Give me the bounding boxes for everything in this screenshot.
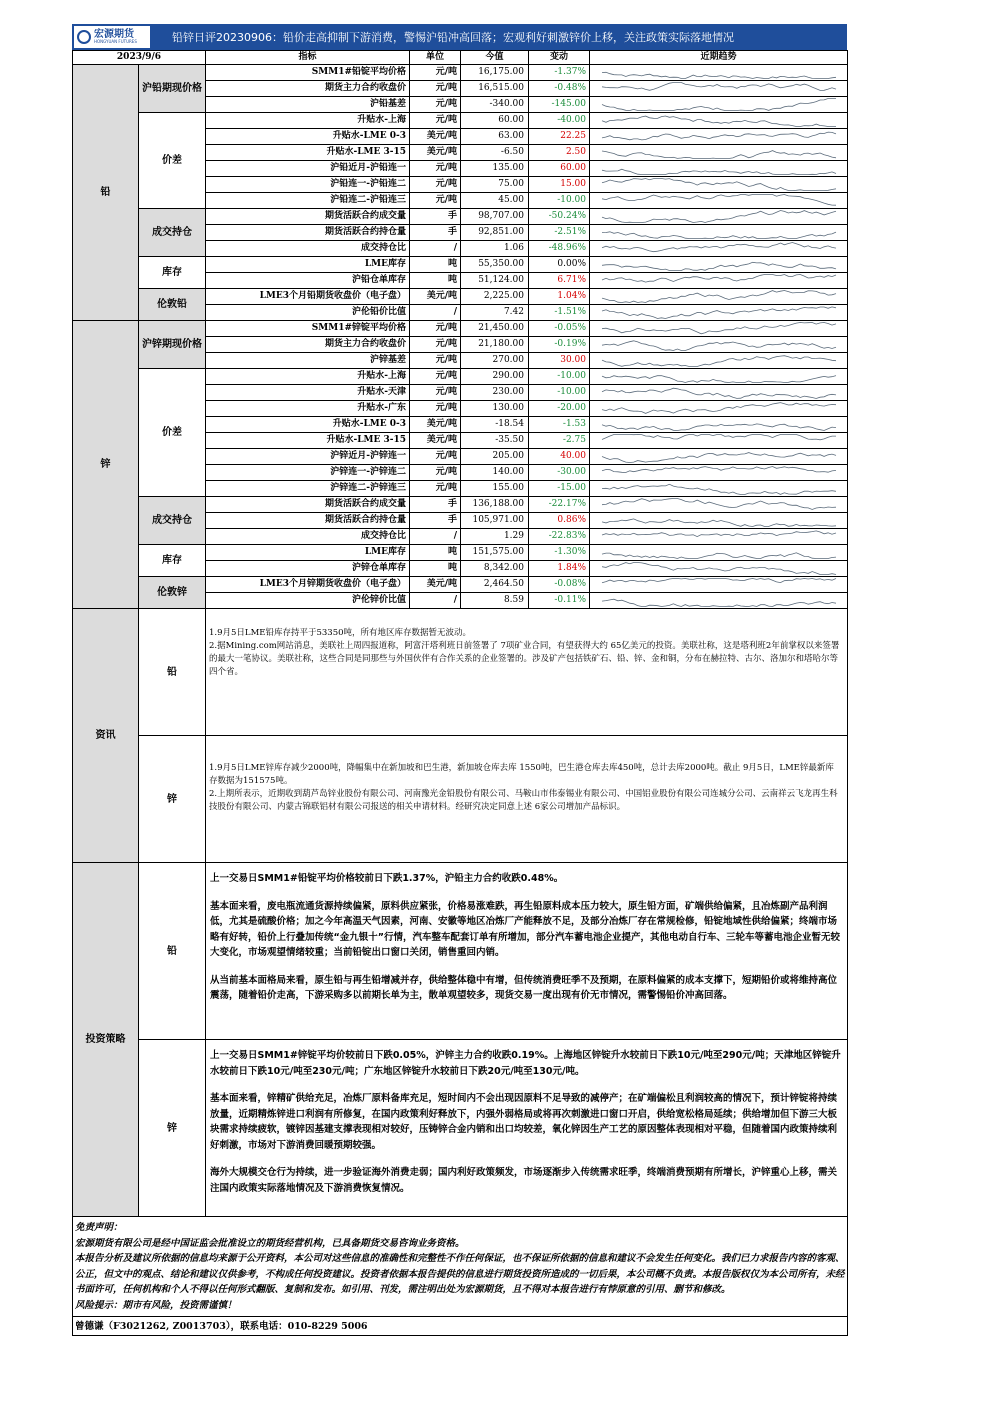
value-cell: 16,175.00 — [461, 65, 529, 81]
indicator-name: 沪锌连二-沪锌连三 — [206, 481, 410, 497]
indicator-name: 升贴水-天津 — [206, 385, 410, 401]
value-cell: 105,971.00 — [461, 513, 529, 529]
indicator-name: 成交持仓比 — [206, 529, 410, 545]
table-row — [73, 209, 848, 225]
value-cell: 270.00 — [461, 353, 529, 369]
sparkline-svg — [590, 449, 848, 464]
indicator-name: 沪铅基差 — [206, 97, 410, 113]
strategy-zinc-paragraph: 海外大规模交仓行为持续，进一步验证海外消费走弱；国内利好政策频发，市场逐渐步入传统需求旺季，终端消费预期有所增长，沪锌重心上移，需关注国内政策实际落地情况及下游消费恢复情况。 — [210, 1167, 838, 1194]
value-cell: 130.00 — [461, 401, 529, 417]
disclaimer-row — [73, 1217, 848, 1317]
indicator-name: 期货主力合约收盘价 — [206, 337, 410, 353]
indicator-name: 沪锌近月-沪锌连一 — [206, 449, 410, 465]
sparkline-svg — [590, 161, 848, 176]
change-cell: 60.00 — [529, 161, 590, 177]
value-cell: 51,124.00 — [461, 273, 529, 289]
trend-sparkline — [590, 65, 848, 81]
section-label: 成交持仓 — [139, 209, 206, 257]
indicator-name: 沪锌仓单库存 — [206, 561, 410, 577]
info-lead-label: 铅 — [139, 609, 206, 736]
trend-sparkline — [590, 577, 848, 593]
sparkline-svg — [590, 401, 848, 416]
value-cell: -35.50 — [461, 433, 529, 449]
disclaimer-line: 本报告分析及建议所依据的信息均来源于公开资料，本公司对这些信息的准确性和完整性不作任何保证，也不保证所依据的信息和建议不会发生任何变化。我们已力求报告内容的客观、公正，但文中的观点、结论和建议仅供参考，不构成任何投资建议。投资者依据本报告提供的信息进行期货投资所造成的一切后果，本公司概不负责。本报告版权仅为本公司所有，未经书面许可，任何机构和个人不得以任何形式翻版、复制和发布。如引用、刊发，需注明出处为宏源期货，且不得对本报告进行有悖原意的引用、删节和修改。 — [75, 1253, 845, 1295]
unit-cell: 吨 — [410, 561, 461, 577]
zinc-section — [73, 321, 848, 609]
table-row — [73, 545, 848, 561]
value-cell: 7.42 — [461, 305, 529, 321]
value-cell: 55,350.00 — [461, 257, 529, 273]
indicator-name: LME库存 — [206, 545, 410, 561]
change-cell: -10.00 — [529, 369, 590, 385]
info-lead-text — [206, 609, 848, 736]
trend-sparkline — [590, 401, 848, 417]
strategy-lead-paragraph: 从当前基本面格局来看，原生铅与再生铅增减并存，供给整体稳中有增，但传统消费旺季不及预期，在原料偏紧的成本支撑下，短期铅价或将维持高位震荡，随着铅价走高，下游采购多以前期长单为主，散单观望较多，现货交易一度出现有价无市情况，需警惕铅价冲高回落。 — [210, 974, 838, 1001]
value-cell: 63.00 — [461, 129, 529, 145]
change-cell: 1.84% — [529, 561, 590, 577]
trend-sparkline — [590, 81, 848, 97]
unit-cell: 元/吨 — [410, 81, 461, 97]
indicator-name: 升贴水-广东 — [206, 401, 410, 417]
section-label: 伦敦铅 — [139, 289, 206, 321]
value-cell: 16,515.00 — [461, 81, 529, 97]
sparkline-svg — [590, 113, 848, 128]
sparkline-svg — [590, 433, 848, 448]
change-cell: -40.00 — [529, 113, 590, 129]
sparkline-svg — [590, 65, 848, 80]
section-label: 沪锌期现价格 — [139, 321, 206, 369]
value-cell: 1.06 — [461, 241, 529, 257]
value-cell: 151,575.00 — [461, 545, 529, 561]
unit-cell: 美元/吨 — [410, 433, 461, 449]
sparkline-svg — [590, 177, 848, 192]
change-cell: -0.48% — [529, 81, 590, 97]
logo-english: HONGYUAN FUTURES — [94, 39, 137, 44]
indicator-name: SMM1#铅锭平均价格 — [206, 65, 410, 81]
unit-cell: 元/吨 — [410, 193, 461, 209]
sparkline-svg — [590, 129, 848, 144]
change-cell: -22.83% — [529, 529, 590, 545]
change-cell: -0.19% — [529, 337, 590, 353]
indicator-name: 沪锌基差 — [206, 353, 410, 369]
disclaimer-line: 宏源期货有限公司是经中国证监会批准设立的期货经营机构，已具备期货交易咨询业务资格。 — [75, 1237, 465, 1249]
sparkline-svg — [590, 417, 848, 432]
unit-cell: 元/吨 — [410, 337, 461, 353]
indicator-name: 成交持仓比 — [206, 241, 410, 257]
strategy-zinc-text — [206, 1040, 848, 1217]
change-cell: 30.00 — [529, 353, 590, 369]
sparkline-svg — [590, 321, 848, 336]
indicator-name: 沪铅连一-沪铅连二 — [206, 177, 410, 193]
indicator-name: 期货活跃合约持仓量 — [206, 513, 410, 529]
unit-cell: 美元/吨 — [410, 577, 461, 593]
table-header-row — [73, 51, 848, 65]
disclaimer-section — [73, 1217, 848, 1336]
change-cell: 2.50 — [529, 145, 590, 161]
trend-sparkline — [590, 513, 848, 529]
value-cell: 290.00 — [461, 369, 529, 385]
change-cell: 15.00 — [529, 177, 590, 193]
contact-row — [73, 1317, 848, 1336]
strategy-section — [73, 863, 848, 1217]
section-label: 成交持仓 — [139, 497, 206, 545]
logo-name: 宏源期货 — [94, 29, 134, 40]
indicator-header: 指标 — [206, 51, 410, 65]
indicator-name: 沪伦锌价比值 — [206, 593, 410, 609]
trend-sparkline — [590, 353, 848, 369]
sparkline-svg — [590, 289, 848, 304]
trend-header: 近期趋势 — [590, 51, 848, 65]
change-cell: -1.30% — [529, 545, 590, 561]
sparkline-svg — [590, 513, 848, 528]
company-logo — [74, 26, 150, 48]
trend-sparkline — [590, 241, 848, 257]
sparkline-svg — [590, 497, 848, 512]
disclaimer-risk: 风险提示：期市有风险，投资需谨慎！ — [75, 1299, 237, 1311]
info-lead-paragraph: 1.9月5日LME铅库存持平于53350吨，所有地区库存数据暂无波动。 — [209, 628, 472, 638]
trend-sparkline — [590, 321, 848, 337]
value-cell: 2,464.50 — [461, 577, 529, 593]
sparkline-svg — [590, 209, 848, 224]
change-cell: -0.08% — [529, 577, 590, 593]
disclaimer-title: 免责声明： — [75, 1222, 123, 1233]
unit-cell: / — [410, 593, 461, 609]
indicator-name: 期货活跃合约成交量 — [206, 497, 410, 513]
trend-sparkline — [590, 545, 848, 561]
unit-cell: 元/吨 — [410, 385, 461, 401]
table-row — [73, 369, 848, 385]
trend-sparkline — [590, 193, 848, 209]
trend-sparkline — [590, 161, 848, 177]
indicator-name: 升贴水-上海 — [206, 369, 410, 385]
report-header — [72, 24, 847, 50]
trend-sparkline — [590, 97, 848, 113]
change-cell: -0.05% — [529, 321, 590, 337]
unit-cell: 元/吨 — [410, 177, 461, 193]
trend-sparkline — [590, 369, 848, 385]
indicator-name: 沪伦铅价比值 — [206, 305, 410, 321]
sparkline-svg — [590, 257, 848, 272]
unit-cell: 元/吨 — [410, 401, 461, 417]
strategy-lead-row — [73, 863, 848, 1040]
value-cell: 135.00 — [461, 161, 529, 177]
indicator-name: LME库存 — [206, 257, 410, 273]
change-cell: -1.51% — [529, 305, 590, 321]
value-cell: 8.59 — [461, 593, 529, 609]
unit-cell: 手 — [410, 225, 461, 241]
trend-sparkline — [590, 145, 848, 161]
value-header: 今值 — [461, 51, 529, 65]
indicator-name: LME3个月铅期货收盘价（电子盘） — [206, 289, 410, 305]
strategy-zinc-paragraph: 基本面来看，锌精矿供给充足，冶炼厂原料备库充足，短时间内不会出现因原料不足导致的减停产；在矿端偏松且利润较高的情况下，预计锌锭将持续放量，近期精炼锌进口利润有所修复，在国内政策利好释放下，内强外弱格局或将再次刺激进口窗口开启，供给宽松格局延续；供给增加但下游三大板块需求持续疲软，镀锌因基建支撑表现相对较好，压铸锌合金内销和出口均较差，氧化锌因生产工艺的原因整体表现相对平稳，但随着国内政策持续利好刺激，市场对下游消费回暖预期较强。 — [210, 1093, 838, 1151]
trend-sparkline — [590, 449, 848, 465]
date-cell: 2023/9/6 — [73, 51, 206, 65]
unit-cell: / — [410, 305, 461, 321]
section-label: 沪铅期现价格 — [139, 65, 206, 113]
sparkline-svg — [590, 305, 848, 320]
info-section — [73, 609, 848, 863]
section-label: 价差 — [139, 113, 206, 209]
sparkline-svg — [590, 353, 848, 368]
indicator-name: 期货活跃合约成交量 — [206, 209, 410, 225]
trend-sparkline — [590, 385, 848, 401]
unit-cell: / — [410, 529, 461, 545]
change-cell: -48.96% — [529, 241, 590, 257]
info-label: 资讯 — [73, 609, 139, 863]
strategy-label: 投资策略 — [73, 863, 139, 1217]
unit-cell: 手 — [410, 513, 461, 529]
indicator-name: 升贴水-LME 0-3 — [206, 417, 410, 433]
indicator-name: 沪锌连一-沪锌连二 — [206, 465, 410, 481]
trend-sparkline — [590, 561, 848, 577]
strategy-zinc-label: 锌 — [139, 1040, 206, 1217]
trend-sparkline — [590, 113, 848, 129]
value-cell: 98,707.00 — [461, 209, 529, 225]
info-zinc-row — [73, 736, 848, 863]
trend-sparkline — [590, 337, 848, 353]
indicator-name: 期货主力合约收盘价 — [206, 81, 410, 97]
change-cell: -0.11% — [529, 593, 590, 609]
sparkline-svg — [590, 145, 848, 160]
unit-cell: 元/吨 — [410, 65, 461, 81]
unit-cell: 吨 — [410, 257, 461, 273]
change-cell: -145.00 — [529, 97, 590, 113]
change-cell: -1.53 — [529, 417, 590, 433]
sparkline-svg — [590, 561, 848, 576]
trend-sparkline — [590, 593, 848, 609]
change-cell: 0.86% — [529, 513, 590, 529]
unit-cell: 元/吨 — [410, 481, 461, 497]
table-row — [73, 65, 848, 81]
indicator-name: 升贴水-LME 3-15 — [206, 145, 410, 161]
strategy-zinc-row — [73, 1040, 848, 1217]
unit-cell: 元/吨 — [410, 97, 461, 113]
value-cell: 2,225.00 — [461, 289, 529, 305]
unit-cell: 元/吨 — [410, 113, 461, 129]
sparkline-svg — [590, 529, 848, 544]
strategy-lead-label: 铅 — [139, 863, 206, 1040]
trend-sparkline — [590, 417, 848, 433]
value-cell: -18.54 — [461, 417, 529, 433]
unit-cell: 美元/吨 — [410, 145, 461, 161]
info-zinc-paragraph: 1.9月5日LME锌库存减少2000吨，降幅集中在新加坡和巴生港，新加坡仓库去库 1550吨，巴生港仓库去库450吨，总计去库2000吨。截止 9月5日，LME锌最新库存数据为151575吨。 — [209, 763, 834, 786]
indicator-name: LME3个月锌期货收盘价（电子盘） — [206, 577, 410, 593]
table-row — [73, 257, 848, 273]
trend-sparkline — [590, 209, 848, 225]
trend-sparkline — [590, 433, 848, 449]
indicator-table — [72, 50, 848, 1336]
trend-sparkline — [590, 481, 848, 497]
unit-header: 单位 — [410, 51, 461, 65]
sparkline-svg — [590, 241, 848, 256]
sparkline-svg — [590, 593, 848, 608]
change-cell: -2.51% — [529, 225, 590, 241]
indicator-name: 期货活跃合约持仓量 — [206, 225, 410, 241]
strategy-lead-paragraph: 基本面来看，废电瓶流通货源持续偏紧，原料供应紧张，价格易涨难跌，再生铅原料成本压力较大，原生铅方面，矿端供给偏紧，且冶炼副产品利润低，尤其是硫酸价格；加之今年高温天气因素，河南、安徽等地区冶炼厂产能释放不足，及部分冶炼厂存在常规检修，铅锭地域性供给偏紧；终端市场略有好转，铅价上行叠加传统“金九银十”行情，汽车整车配套订单有所增加，部分汽车蓄电池企业提产，其他电动自行车、三轮车等蓄电池企业暂无较大变化，市场观望情绪较重；当前铅锭出口窗口关闭，销售重回内销。 — [210, 900, 840, 958]
indicator-name: SMM1#锌锭平均价格 — [206, 321, 410, 337]
sparkline-svg — [590, 481, 848, 496]
sparkline-svg — [590, 465, 848, 480]
section-label: 库存 — [139, 257, 206, 289]
trend-sparkline — [590, 497, 848, 513]
value-cell: -340.00 — [461, 97, 529, 113]
unit-cell: 手 — [410, 497, 461, 513]
unit-cell: 美元/吨 — [410, 417, 461, 433]
unit-cell: 元/吨 — [410, 161, 461, 177]
value-cell: 75.00 — [461, 177, 529, 193]
value-cell: 21,180.00 — [461, 337, 529, 353]
value-cell: 155.00 — [461, 481, 529, 497]
change-cell: -1.37% — [529, 65, 590, 81]
change-cell: 6.71% — [529, 273, 590, 289]
unit-cell: / — [410, 241, 461, 257]
unit-cell: 元/吨 — [410, 353, 461, 369]
change-cell: -2.75 — [529, 433, 590, 449]
value-cell: 45.00 — [461, 193, 529, 209]
sparkline-svg — [590, 225, 848, 240]
change-cell: -20.00 — [529, 401, 590, 417]
info-zinc-label: 锌 — [139, 736, 206, 863]
info-zinc-text — [206, 736, 848, 863]
table-row — [73, 321, 848, 337]
info-lead-row — [73, 609, 848, 736]
indicator-name: 升贴水-LME 0-3 — [206, 129, 410, 145]
unit-cell: 元/吨 — [410, 369, 461, 385]
change-cell: 40.00 — [529, 449, 590, 465]
analyst-contact: 曾德谦（F3021262, Z0013703），联系电话：010-8229 5006 — [73, 1317, 848, 1336]
trend-sparkline — [590, 257, 848, 273]
sparkline-svg — [590, 577, 848, 592]
lead-section — [73, 65, 848, 321]
unit-cell: 美元/吨 — [410, 129, 461, 145]
value-cell: 21,450.00 — [461, 321, 529, 337]
value-cell: 1.29 — [461, 529, 529, 545]
unit-cell: 吨 — [410, 545, 461, 561]
unit-cell: 美元/吨 — [410, 289, 461, 305]
unit-cell: 元/吨 — [410, 321, 461, 337]
unit-cell: 手 — [410, 209, 461, 225]
trend-sparkline — [590, 305, 848, 321]
sparkline-svg — [590, 273, 848, 288]
sparkline-svg — [590, 97, 848, 112]
value-cell: 92,851.00 — [461, 225, 529, 241]
trend-sparkline — [590, 177, 848, 193]
table-row — [73, 577, 848, 593]
disclaimer-block — [73, 1217, 848, 1317]
value-cell: -6.50 — [461, 145, 529, 161]
unit-cell: 元/吨 — [410, 449, 461, 465]
trend-sparkline — [590, 273, 848, 289]
indicator-name: 沪铅仓单库存 — [206, 273, 410, 289]
indicator-name: 沪铅近月-沪铅连一 — [206, 161, 410, 177]
value-cell: 230.00 — [461, 385, 529, 401]
sparkline-svg — [590, 385, 848, 400]
change-cell: 0.00% — [529, 257, 590, 273]
trend-sparkline — [590, 289, 848, 305]
strategy-zinc-paragraph: 上一交易日SMM1#锌锭平均价较前日下跌0.05%，沪锌主力合约收跌0.19%。上海地区锌锭升水较前日下跌10元/吨至290元/吨；天津地区锌锭升水较前日下跌10元/吨至230元/吨；广东地区锌锭升水较前日下跌20元/吨至130元/吨。 — [210, 1050, 841, 1077]
unit-cell: 吨 — [410, 273, 461, 289]
trend-sparkline — [590, 225, 848, 241]
sparkline-svg — [590, 545, 848, 560]
trend-sparkline — [590, 129, 848, 145]
indicator-name: 升贴水-LME 3-15 — [206, 433, 410, 449]
trend-sparkline — [590, 529, 848, 545]
section-label: 库存 — [139, 545, 206, 577]
value-cell: 140.00 — [461, 465, 529, 481]
change-cell: -50.24% — [529, 209, 590, 225]
section-label: 价差 — [139, 369, 206, 497]
change-cell: 22.25 — [529, 129, 590, 145]
value-cell: 205.00 — [461, 449, 529, 465]
commodity-label: 锌 — [73, 321, 139, 609]
value-cell: 8,342.00 — [461, 561, 529, 577]
change-cell: -10.00 — [529, 193, 590, 209]
sparkline-svg — [590, 369, 848, 384]
info-zinc-paragraph: 2.上期所表示，近期收到葫芦岛锌业股份有限公司、河南豫光金铅股份有限公司、马鞍山市伟泰锡业有限公司、中国铝业股份有限公司连城分公司、云南祥云飞龙再生科技股份有限公司、内蒙古锦联铝材有限公司报送的相关申请材料。经研究决定同意上述 6家公司增加产品标识。 — [209, 789, 838, 812]
report-sheet — [72, 24, 847, 1336]
commodity-label: 铅 — [73, 65, 139, 321]
change-cell: -10.00 — [529, 385, 590, 401]
indicator-name: 沪铅连二-沪铅连三 — [206, 193, 410, 209]
change-cell: 1.04% — [529, 289, 590, 305]
change-cell: -22.17% — [529, 497, 590, 513]
info-lead-paragraph: 2.据Mining.com网站消息，美联社上周四报道称，阿富汗塔利班日前签署了 7项矿业合同，有望获得大约 65亿美元的投资。美联社称，这是塔利班2年前掌权以来签署的最大一笔协议。美联社称，这些合同是同那些与外国伙伴有合作关系的企业签署的。涉及矿产包括铁矿石、铅、锌、金和铜，分布在赫拉特、古尔、洛加尔和塔哈尔等四个省。 — [209, 641, 840, 677]
report-title: 铅锌日评20230906：铅价走高抑制下游消费，警惕沪铅冲高回落；宏观利好刺激锌价上移，关注政策实际落地情况 — [172, 31, 734, 44]
change-header: 变动 — [529, 51, 590, 65]
change-cell: -15.00 — [529, 481, 590, 497]
trend-sparkline — [590, 465, 848, 481]
table-row — [73, 289, 848, 305]
indicator-name: 升贴水-上海 — [206, 113, 410, 129]
sparkline-svg — [590, 193, 848, 208]
value-cell: 60.00 — [461, 113, 529, 129]
strategy-lead-text — [206, 863, 848, 1040]
unit-cell: 元/吨 — [410, 465, 461, 481]
section-label: 伦敦锌 — [139, 577, 206, 609]
strategy-lead-paragraph: 上一交易日SMM1#铅锭平均价格较前日下跌1.37%，沪铅主力合约收跌0.48%。 — [210, 873, 564, 884]
sparkline-svg — [590, 81, 848, 96]
table-row — [73, 497, 848, 513]
value-cell: 136,188.00 — [461, 497, 529, 513]
sparkline-svg — [590, 337, 848, 352]
table-row — [73, 113, 848, 129]
change-cell: -30.00 — [529, 465, 590, 481]
logo-circle-icon — [77, 30, 91, 44]
